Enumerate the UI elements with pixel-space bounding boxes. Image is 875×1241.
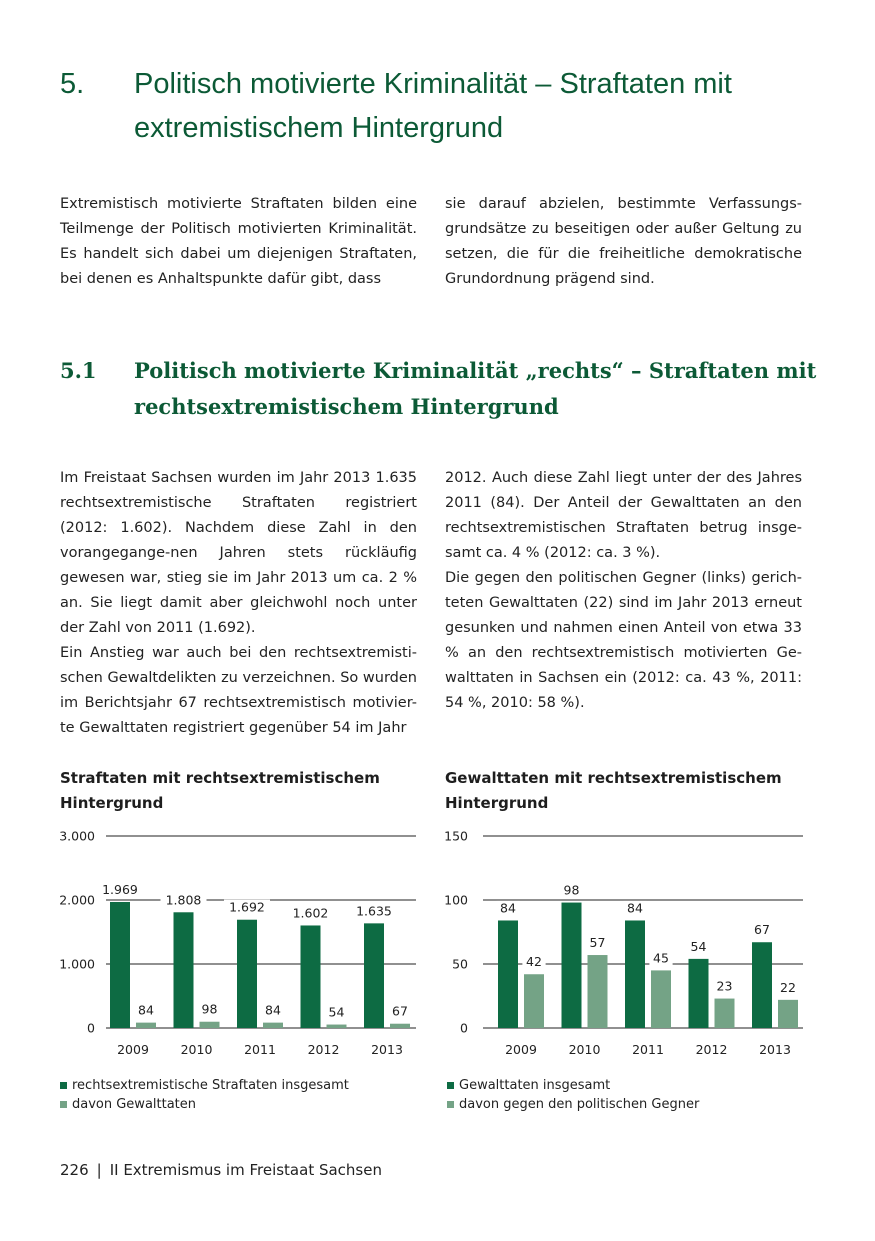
section-title: Politisch motivierte Kriminalität – Straftaten mit extremistischem Hintergrund (134, 68, 732, 144)
chart1-bar (174, 912, 194, 1028)
chart1-bar (301, 925, 321, 1028)
footer-text: II Extremismus im Freistaat Sachsen (109, 1161, 382, 1179)
chart1-bar (136, 1023, 156, 1028)
chart2-data-label: 42 (526, 954, 542, 970)
intro-left-text: Extremistisch motivierte Straftaten bilden eine Teilmenge der Politisch motivierten Kriminalität. Es handelt sich dabei um diejenigen Straftaten, bei denen es Anhaltspunkte dafür gibt, dass (60, 196, 417, 287)
chart2-bar (651, 970, 671, 1028)
chart1-title: Straftaten mit rechtsextremistischem Hintergrund (60, 769, 380, 812)
chart2-data-label: 22 (780, 979, 796, 995)
chart2-data-label: 23 (716, 978, 733, 994)
chart1-bar (110, 902, 130, 1028)
chart2-bar (625, 920, 645, 1028)
chart1-bar (263, 1023, 283, 1028)
body-right-paragraph-2: Die gegen den politischen Gegner (links) gerich-teten Gewalttaten (22) sind im Jahr 2013 erneut gesunken und nahmen einen Anteil von etwa 33 % an den rechtsextremistisch motivierten Ge-walttaten in Sachsen ein (2012: ca. 43 %, 2011: 54 %, 2010: 58 %). (445, 570, 802, 711)
chart1-x-tick-label: 2009 (117, 1042, 149, 1057)
chart1-data-label: 1.635 (356, 903, 392, 919)
chart1-y-tick-label: 2.000 (59, 892, 95, 908)
chart1-x-tick-label: 2012 (307, 1042, 340, 1057)
chart1-data-label: 98 (201, 1001, 218, 1017)
subsection-number: 5.1 (60, 358, 97, 383)
chart1-data-label: 1.808 (165, 892, 202, 908)
chart1-x-tick-label: 2011 (244, 1042, 276, 1057)
chart1-y-tick-label: 0 (87, 1020, 95, 1036)
legend-swatch-dark (60, 1082, 67, 1089)
chart1-data-label: 84 (138, 1002, 154, 1018)
chart2-data-label: 84 (500, 900, 516, 916)
chart2-data-label: 98 (563, 882, 580, 898)
chart1-data-label: 84 (265, 1002, 281, 1018)
chart2-y-tick-label: 150 (444, 828, 468, 844)
chart1-bar (237, 920, 257, 1028)
chart1-data-label: 1.692 (229, 899, 265, 915)
page-number: 226 (60, 1161, 89, 1179)
chart2-x-tick-label: 2013 (759, 1042, 791, 1057)
chart2-x-tick-label: 2010 (568, 1042, 601, 1057)
chart2-y-tick-label: 100 (444, 892, 468, 908)
chart1-bar (364, 923, 384, 1028)
chart2-bar (588, 955, 608, 1028)
chart1-legend (60, 1076, 349, 1114)
chart1-data-label: 54 (328, 1004, 345, 1020)
chart2-bar (498, 920, 518, 1028)
body-left-paragraph-1: Im Freistaat Sachsen wurden im Jahr 2013 1.635 rechtsextremistische Straftaten registriert (2012: 1.602). Nachdem diese Zahl in den vorangegange-nen Jahren stets rückläufig gewesen war, stieg sie im Jahr 2013 um ca. 2 % an. Sie liegt damit aber gleichwohl noch unter der Zahl von 2011 (1.692). (60, 470, 417, 636)
chart2-x-tick-label: 2009 (505, 1042, 537, 1057)
chart2-y-tick-label: 50 (452, 956, 468, 972)
chart1-x-tick-label: 2013 (371, 1042, 403, 1057)
page-footer (60, 1161, 382, 1179)
chart1-data-label: 67 (392, 1003, 408, 1019)
chart1-bar (327, 1025, 347, 1028)
chart2-data-label: 67 (754, 922, 770, 938)
chart1-legend-item-total (60, 1076, 349, 1095)
legend-label: rechtsextremistische Straftaten insgesamt (72, 1078, 349, 1093)
body-left-paragraph-2: Ein Anstieg war auch bei den rechtsextremisti-schen Gewaltdelikten zu verzeichnen. So wurden im Berichtsjahr 67 rechtsextremistisch motivier-te Gewalttaten registriert gegenüber 54 im Jahr (60, 645, 417, 736)
section-number: 5. (60, 68, 85, 100)
body-right-paragraph-1: 2012. Auch diese Zahl liegt unter der des Jahres 2011 (84). Der Anteil der Gewalttaten an den rechtsextremistischen Straftaten betrug insge-samt ca. 4 % (2012: ca. 3 %). (445, 470, 802, 561)
subsection-title: Politisch motivierte Kriminalität „rechts“ – Straftaten mit rechtsextremistischem Hintergrund (134, 358, 817, 419)
chart2-bar (562, 903, 582, 1028)
chart1-bar (200, 1022, 220, 1028)
chart1-data-label: 1.602 (292, 905, 329, 921)
chart2-bar (752, 942, 772, 1028)
chart2-data-label: 57 (589, 935, 606, 951)
chart1-y-tick-label: 3.000 (59, 828, 95, 844)
chart1-y-tick-label: 1.000 (59, 956, 95, 972)
chart1-legend-item-violent (60, 1095, 349, 1114)
legend-label: davon Gewalttaten (72, 1097, 197, 1112)
chart2-data-label: 45 (653, 950, 669, 966)
legend-label: Gewalttaten insgesamt (459, 1078, 611, 1093)
chart2-legend-item-total (447, 1076, 699, 1095)
chart2-legend-item-opponent (447, 1095, 699, 1114)
legend-swatch-light (447, 1101, 454, 1108)
chart2-data-label: 84 (627, 900, 643, 916)
chart2-x-tick-label: 2011 (632, 1042, 664, 1057)
legend-swatch-dark (447, 1082, 454, 1089)
chart2-data-label: 54 (690, 938, 707, 954)
chart1-data-label: 1.969 (102, 881, 138, 897)
legend-label: davon gegen den politischen Gegner (459, 1097, 700, 1112)
chart2-x-tick-label: 2012 (695, 1042, 728, 1057)
chart2-bar (689, 959, 709, 1028)
footer-separator: | (96, 1161, 102, 1179)
chart2-title: Gewalttaten mit rechtsextremistischem Hintergrund (445, 769, 782, 812)
chart2-bar (778, 1000, 798, 1028)
intro-right-text: sie darauf abzielen, bestimmte Verfassungs-grundsätze zu beseitigen oder außer Geltung zu setzen, die für die freiheitliche demokratische Grundordnung prägend sind. (445, 196, 802, 287)
chart2-y-tick-label: 0 (460, 1020, 468, 1036)
legend-swatch-light (60, 1101, 67, 1108)
chart2-bar (715, 999, 735, 1028)
chart2-bar (524, 974, 544, 1028)
chart1-x-tick-label: 2010 (180, 1042, 213, 1057)
chart1-bar (390, 1024, 410, 1028)
chart2-legend (447, 1076, 699, 1114)
